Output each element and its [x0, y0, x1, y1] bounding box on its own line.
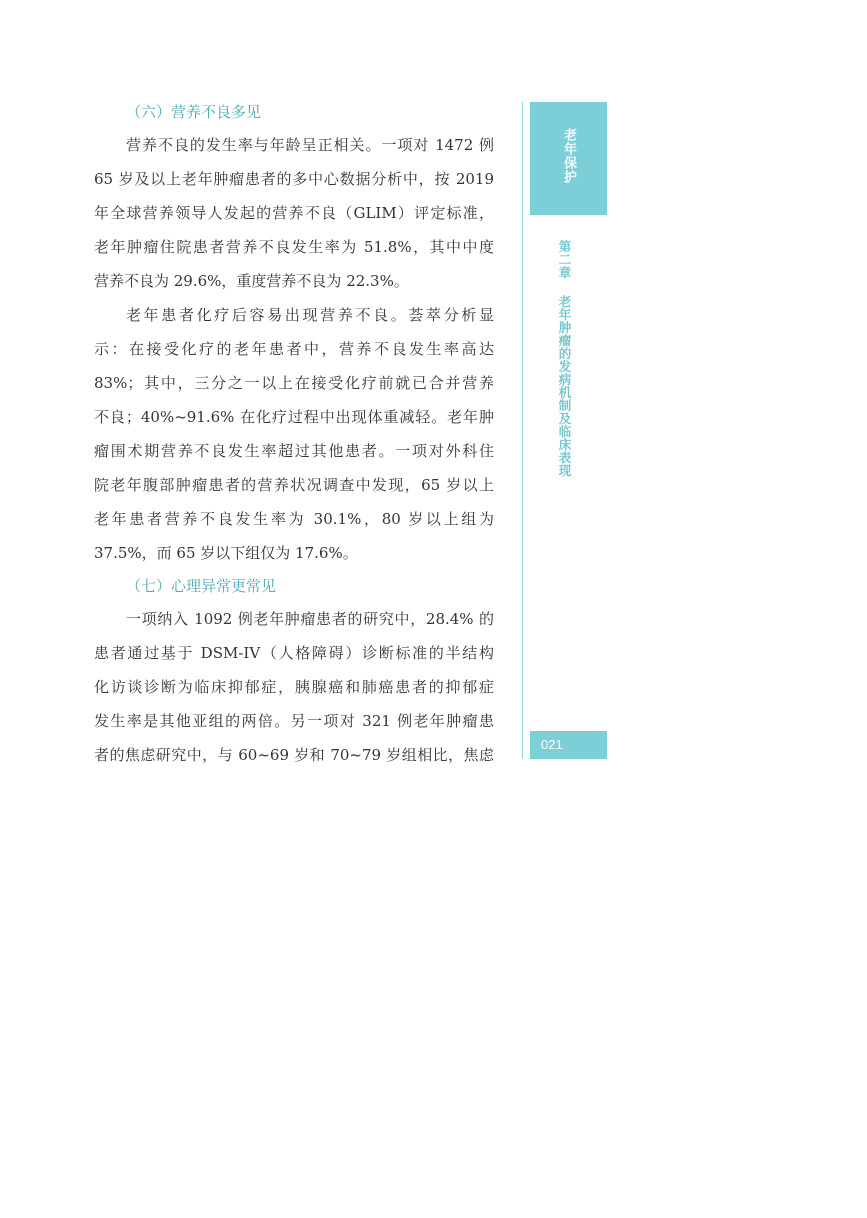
- paragraph-depression-study: [94, 602, 494, 772]
- text-line: 院老年腹部肿瘤患者的营养状况调查中发现，65 岁以上: [94, 476, 494, 494]
- text-line: 化访谈诊断为临床抑郁症，胰腺癌和肺癌患者的抑郁症: [94, 678, 494, 696]
- section-heading-6: （六）营养不良多见: [126, 103, 262, 121]
- chapter-label: 第二章: [557, 240, 572, 279]
- paragraph-nutrition-incidence: [94, 128, 494, 298]
- text-line: 营养不良的发生率与年龄呈正相关。一项对 1472 例: [126, 136, 494, 154]
- text-line: 示：在接受化疗的老年患者中，营养不良发生率高达: [94, 340, 494, 358]
- text-line: 年全球营养领导人发起的营养不良（GLIM）评定标准，: [94, 204, 494, 222]
- text-line: 老年患者营养不良发生率为 30.1%，80 岁以上组为: [94, 510, 494, 528]
- text-line: 一项纳入 1092 例老年肿瘤患者的研究中，28.4% 的: [126, 610, 494, 628]
- text-line: 者的焦虑研究中，与 60~69 岁和 70~79 岁组相比，焦虑: [94, 746, 494, 764]
- text-line: 发生率是其他亚组的两倍。另一项对 321 例老年肿瘤患: [94, 712, 494, 730]
- paragraph-chemo-malnutrition: [94, 298, 494, 570]
- text-line: 37.5%，而 65 岁以下组仅为 17.6%。: [94, 544, 358, 562]
- text-line: 65 岁及以上老年肿瘤患者的多中心数据分析中，按 2019: [94, 170, 494, 188]
- text-line: 83%；其中，三分之一以上在接受化疗前就已合并营养: [94, 374, 494, 392]
- section-tab-label: 老年保护: [561, 128, 576, 184]
- text-line: 瘤围术期营养不良发生率超过其他患者。一项对外科住: [94, 442, 494, 460]
- page-number: 021: [530, 731, 607, 759]
- text-line: 老年肿瘤住院患者营养不良发生率为 51.8%，其中中度: [94, 238, 494, 256]
- text-line: 老年患者化疗后容易出现营养不良。荟萃分析显: [126, 306, 494, 324]
- text-line: 患者通过基于 DSM-IV（人格障碍）诊断标准的半结构: [94, 644, 494, 662]
- sidebar-divider: [522, 102, 523, 759]
- main-text-column: [94, 96, 494, 772]
- section-tab: [530, 102, 607, 215]
- text-line: 不良；40%~91.6% 在化疗过程中出现体重减轻。老年肿: [94, 408, 494, 426]
- chapter-title: 老年肿瘤的发病机制及临床表现: [557, 295, 572, 477]
- text-line: 营养不良为 29.6%，重度营养不良为 22.3%。: [94, 272, 409, 290]
- chapter-running-title: [555, 240, 573, 477]
- section-heading-7: （七）心理异常更常见: [126, 577, 277, 595]
